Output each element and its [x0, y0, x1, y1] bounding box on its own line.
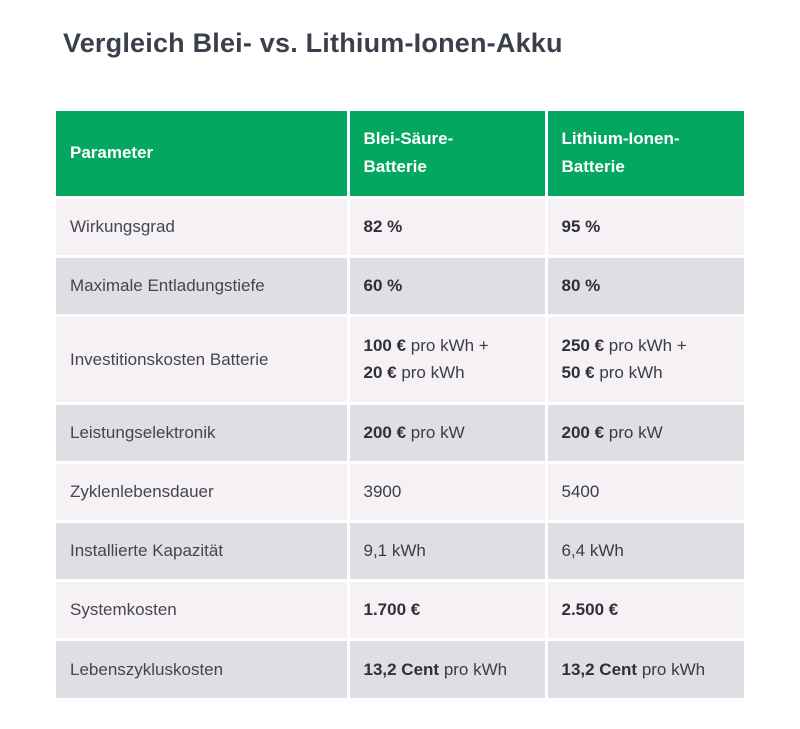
value-bold: 60 %	[363, 276, 403, 295]
table-row	[56, 462, 744, 521]
lithium-ion-cell	[546, 256, 744, 315]
table-row	[56, 197, 744, 256]
value-bold: 200 €	[363, 423, 407, 442]
value-bold: 13,2 Cent	[561, 659, 638, 679]
value-unit: pro kWh	[594, 363, 663, 382]
comparison-table	[56, 111, 744, 698]
value-unit: pro kWh +	[406, 336, 489, 355]
value-bold: 95 %	[561, 217, 601, 236]
value-unit: pro kW	[604, 423, 663, 442]
param-cell: Wirkungsgrad	[56, 197, 348, 256]
header-lithium-ion-label: Lithium-Ionen-Batterie	[561, 129, 680, 177]
value-bold: 2.500 €	[561, 600, 619, 619]
lithium-ion-cell: 6,4 kWh	[546, 521, 744, 580]
value-bold: 82 %	[363, 217, 403, 236]
header-parameter: Parameter	[56, 111, 348, 197]
lithium-ion-cell	[546, 315, 744, 403]
value-bold: 80 %	[561, 276, 601, 295]
lithium-ion-cell	[546, 403, 744, 462]
value-unit: pro kWh +	[604, 336, 687, 355]
value-bold: 1.700 €	[363, 600, 421, 619]
param-cell: Investitionskosten Batterie	[56, 315, 348, 403]
lead-acid-cell	[348, 315, 546, 403]
value-unit: pro kWh	[637, 659, 706, 679]
value-bold: 20 €	[363, 363, 397, 382]
param-cell: Systemkosten	[56, 580, 348, 639]
param-cell: Maximale Entladungstiefe	[56, 256, 348, 315]
lead-acid-cell: 9,1 kWh	[348, 521, 546, 580]
page-title: Vergleich Blei- vs. Lithium-Ionen-Akku	[63, 28, 563, 58]
header-lead-acid-label: Blei-Säure-Batterie	[363, 129, 454, 177]
value-unit: pro kW	[406, 423, 465, 442]
value-bold: 200 €	[561, 423, 605, 442]
table-header-row	[56, 111, 744, 197]
lithium-ion-cell	[546, 639, 744, 698]
lithium-ion-cell	[546, 580, 744, 639]
value-bold: 100 €	[363, 336, 407, 355]
lead-acid-cell	[348, 197, 546, 256]
lithium-ion-cell: 5400	[546, 462, 744, 521]
param-cell: Leistungselektronik	[56, 403, 348, 462]
value-unit: pro kWh	[396, 363, 465, 382]
table-row	[56, 315, 744, 403]
value-unit: pro kWh	[439, 659, 508, 679]
lead-acid-cell	[348, 256, 546, 315]
table-row	[56, 256, 744, 315]
lead-acid-cell: 3900	[348, 462, 546, 521]
table-row	[56, 639, 744, 698]
value-bold: 13,2 Cent	[363, 659, 440, 679]
header-lead-acid	[348, 111, 546, 197]
param-cell: Installierte Kapazität	[56, 521, 348, 580]
lead-acid-cell	[348, 403, 546, 462]
header-lithium-ion	[546, 111, 744, 197]
table-row	[56, 521, 744, 580]
param-cell: Lebenszykluskosten	[56, 639, 348, 698]
value-bold: 250 €	[561, 336, 605, 355]
lithium-ion-cell	[546, 197, 744, 256]
value-bold: 50 €	[561, 363, 595, 382]
table-row	[56, 580, 744, 639]
table-row	[56, 403, 744, 462]
lead-acid-cell	[348, 580, 546, 639]
param-cell: Zyklenlebensdauer	[56, 462, 348, 521]
lead-acid-cell	[348, 639, 546, 698]
